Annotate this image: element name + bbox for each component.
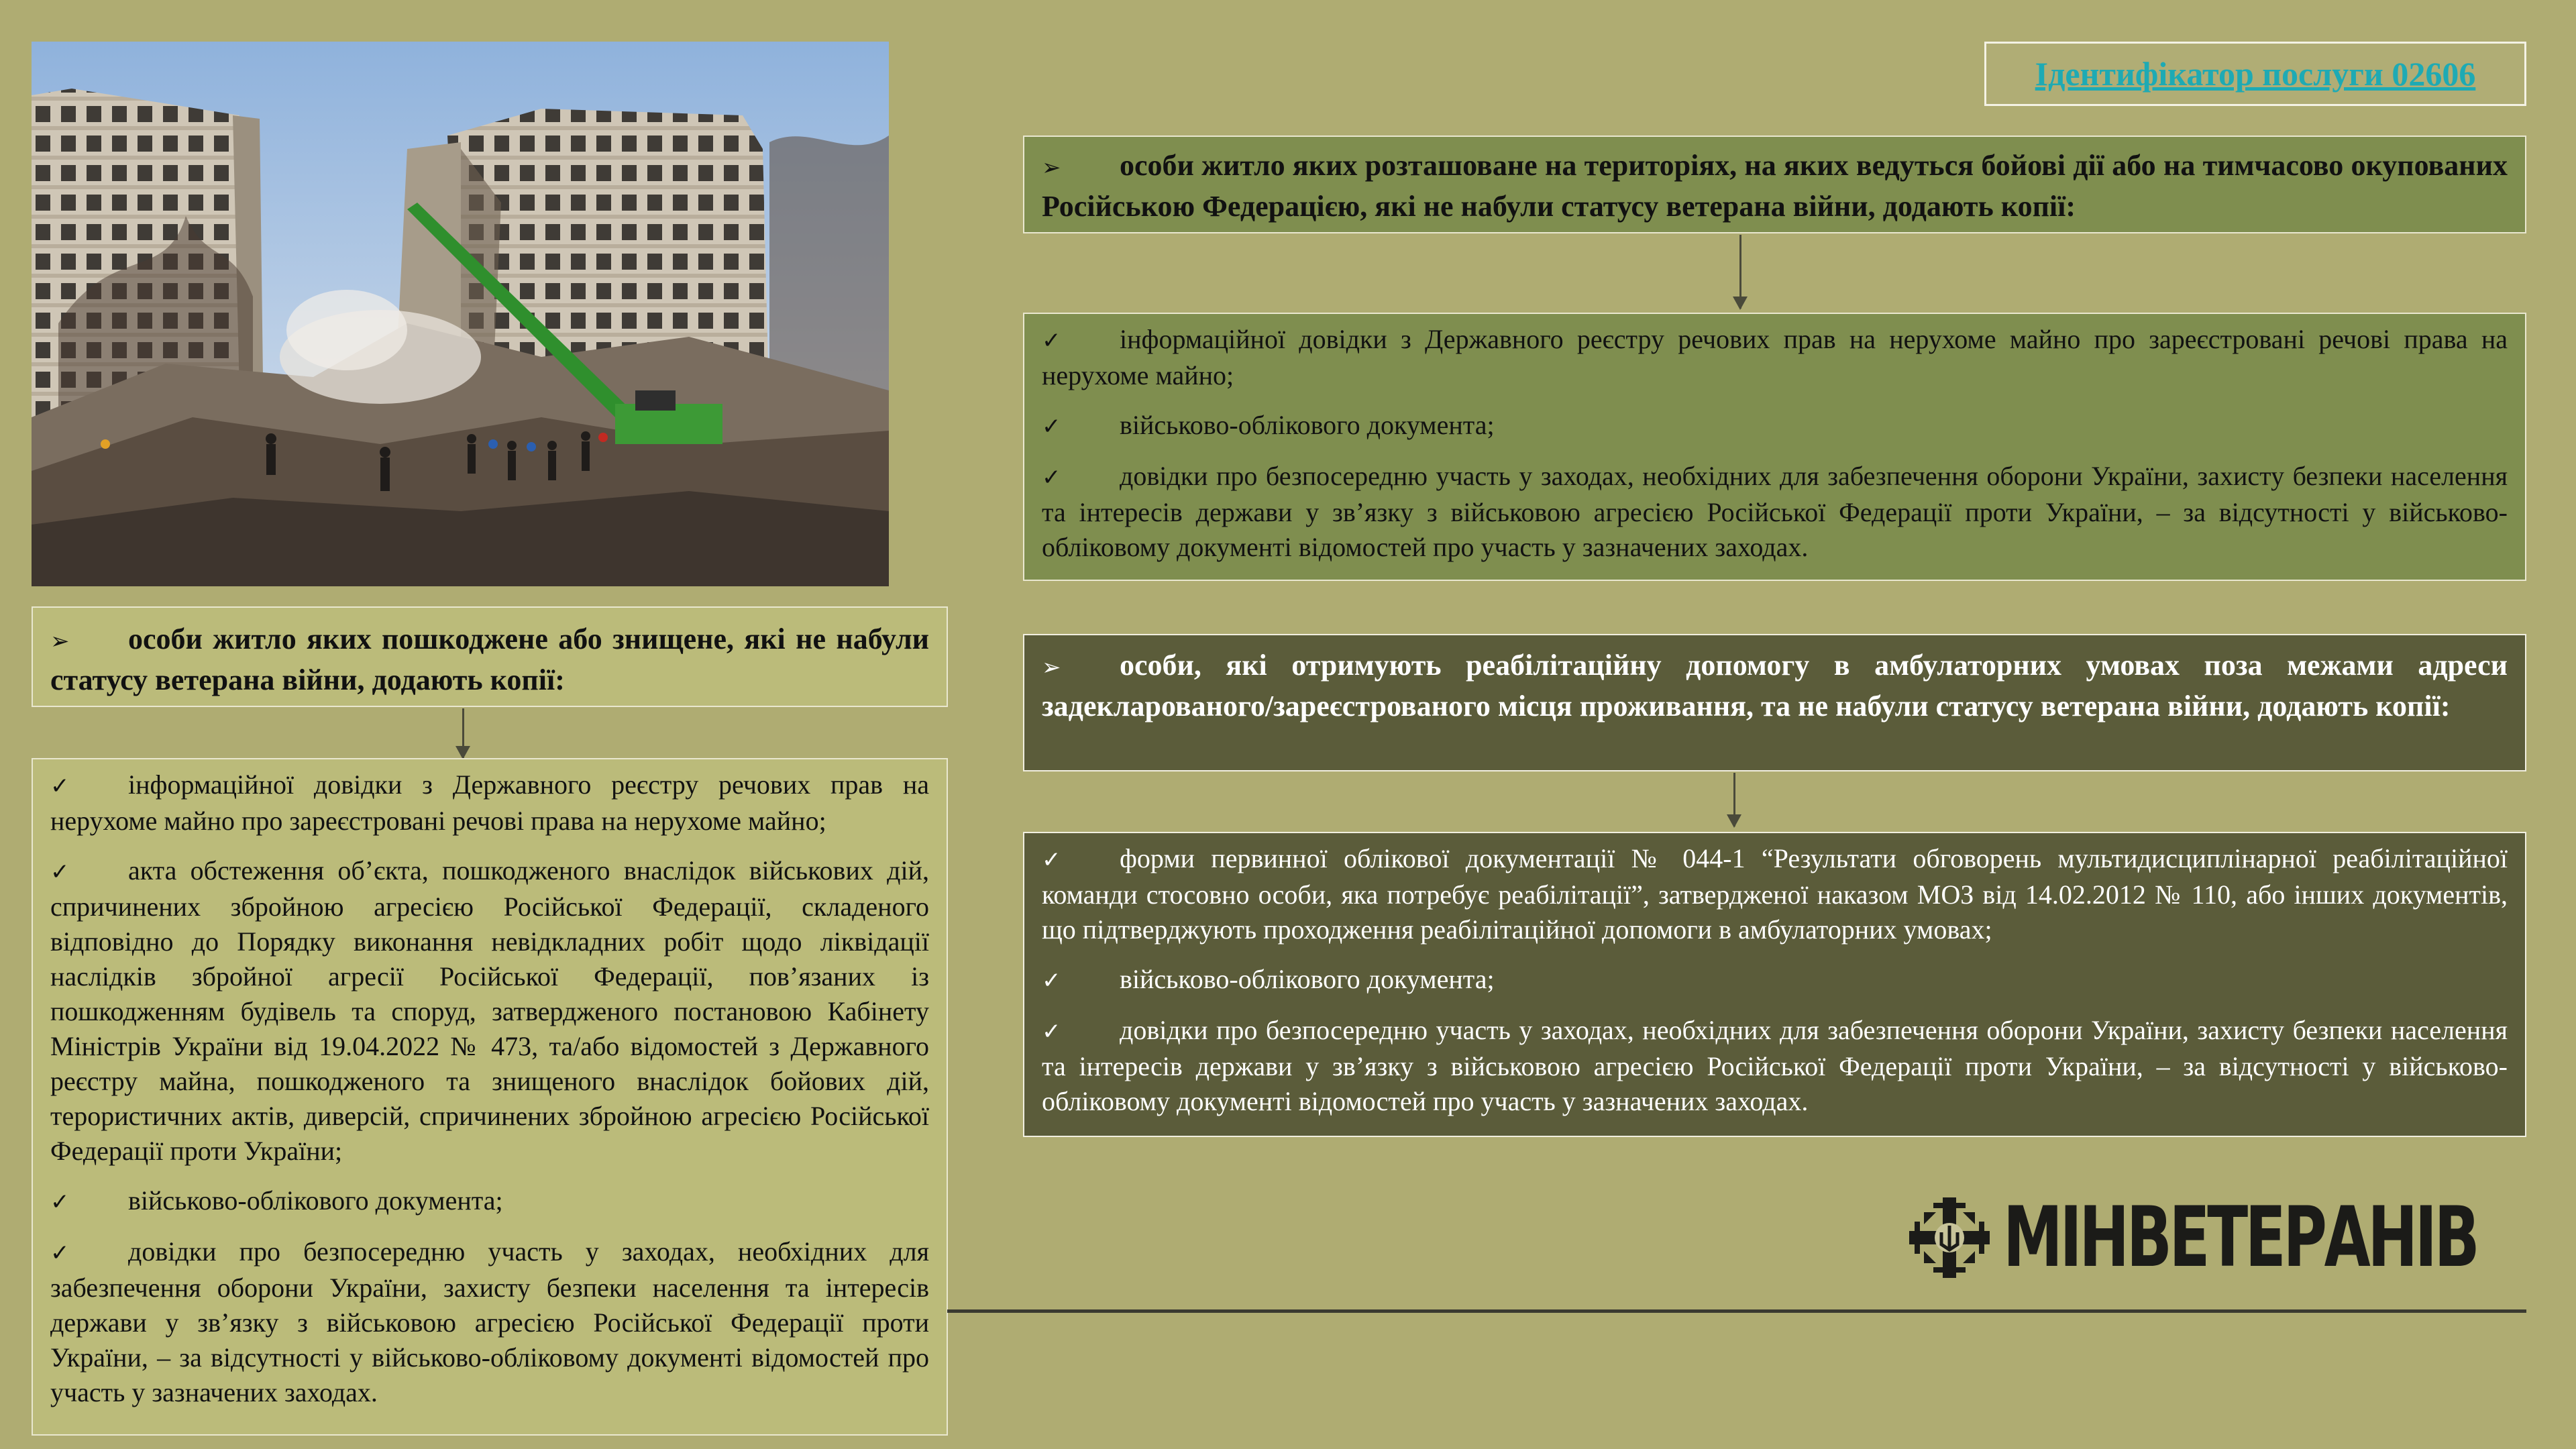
list-item: ✓ акта обстеження об’єкта, пошкодженого внаслідок військових дій, спричинених збройною агресією Російської Федерації, складеного відповідно до Порядку виконання невідкладних робіт щодо ліквідації наслідків збройної агресії Російської Федерації, пов’язаних із пошкодженням будівель та споруд, затвердженого постановою Кабінету Міністрів України від 19.04.2022 № 473, та/або відомостей з Державного реєстру майна, пошкодженого та знищеного внаслідок бойових дій, терористичних актів, диверсій, спричинених збройною агресією Російської Федерації проти України; bbox=[50, 855, 929, 1166]
list-item: ✓ довідки про безпосередню участь у заходах, необхідних для забезпечення оборони України, захисту безпеки населення та інтересів держави у зв’язку з військовою агресією Російської Федерації проти України, – за відсутності у військово-обліковому документі відомостей про участь у зазначених заходах. bbox=[1042, 1015, 2508, 1116]
check-icon: ✓ bbox=[1042, 464, 1061, 491]
check-icon: ✓ bbox=[1042, 413, 1061, 440]
check-icon: ✓ bbox=[50, 859, 70, 885]
check-icon: ✓ bbox=[50, 773, 70, 800]
check-icon: ✓ bbox=[1042, 327, 1061, 354]
check-icon: ✓ bbox=[50, 1189, 70, 1216]
list-item: ✓ військово-облікового документа; bbox=[50, 1183, 929, 1220]
right-bottom-section-header bbox=[1023, 634, 2526, 771]
ministry-emblem-icon bbox=[1909, 1197, 1990, 1278]
right-top-section-list bbox=[1023, 313, 2526, 581]
left-section-header bbox=[32, 606, 948, 707]
check-icon: ✓ bbox=[1042, 967, 1061, 994]
list-item: ✓ військово-облікового документа; bbox=[1042, 962, 2508, 998]
service-identifier-box bbox=[1984, 42, 2526, 106]
arrow-bullet-icon: ➢ bbox=[1042, 154, 1061, 181]
ministry-logo bbox=[1909, 1189, 2576, 1286]
left-section-header-text: особи житло яких пошкоджене або знищене, які не набули статусу ветерана війни, додають копії: bbox=[50, 623, 929, 696]
connector-arrow-icon bbox=[1739, 235, 1741, 309]
list-item: ✓ довідки про безпосередню участь у заходах, необхідних для забезпечення оборони України, захисту безпеки населення та інтересів держави у зв’язку з військовою агресією Російської Федерації проти України, – за відсутності у військово-обліковому документі відомостей про участь у зазначених заходах. bbox=[50, 1236, 929, 1407]
right-top-section-header bbox=[1023, 136, 2526, 233]
check-icon: ✓ bbox=[1042, 847, 1061, 873]
list-item: ✓ інформаційної довідки з Державного реєстру речових прав на нерухоме майно про зареєстровані речові права на нерухоме майно; bbox=[50, 769, 929, 836]
right-bottom-section-header-text: особи, які отримують реабілітаційну допомогу в амбулаторних умовах поза межами адреси задекларованого/зареєстрованого місця проживання, та не набули статусу ветерана війни, додають копії: bbox=[1042, 649, 2508, 722]
divider-line bbox=[947, 1309, 2526, 1313]
list-item: ✓ форми первинної облікової документації № 044-1 “Результати обговорень мультидисциплінарної реабілітаційної команди стосовно особи, яка потребує реабілітації”, затвердженої наказом МОЗ від 14.02.2012 № 110, або інших документів, що підтверджують проходження реабілітаційної допомоги в амбулаторних умовах; bbox=[1042, 843, 2508, 945]
connector-arrow-icon bbox=[1733, 773, 1735, 826]
check-icon: ✓ bbox=[50, 1240, 70, 1267]
connector-arrow-icon bbox=[462, 708, 464, 758]
arrow-bullet-icon: ➢ bbox=[1042, 654, 1061, 681]
list-item: ✓ довідки про безпосередню участь у заходах, необхідних для забезпечення оборони України, захисту безпеки населення та інтересів держави у зв’язку з військовою агресією Російської Федерації проти України, – за відсутності у військово-обліковому документі відомостей про участь у зазначених заходах. bbox=[1042, 461, 2508, 562]
right-bottom-section-list bbox=[1023, 832, 2526, 1137]
left-section-list bbox=[32, 758, 948, 1436]
ministry-logo-text: МІНВЕТЕРАНІВ bbox=[2003, 1189, 2477, 1286]
check-icon: ✓ bbox=[1042, 1018, 1061, 1045]
list-item: ✓ інформаційної довідки з Державного реєстру речових прав на нерухоме майно про зареєстровані речові права на нерухоме майно; bbox=[1042, 324, 2508, 390]
right-top-section-header-text: особи житло яких розташоване на територіях, на яких ведуться бойові дії або на тимчасово окупованих Російською Федерацією, які не набули статусу ветерана війни, додають копії: bbox=[1042, 149, 2508, 223]
arrow-bullet-icon: ➢ bbox=[50, 628, 70, 655]
list-item: ✓ військово-облікового документа; bbox=[1042, 408, 2508, 444]
destroyed-building-photo bbox=[32, 42, 889, 586]
service-identifier-link[interactable]: Ідентифікатор послуги 02606 bbox=[2035, 55, 2476, 93]
